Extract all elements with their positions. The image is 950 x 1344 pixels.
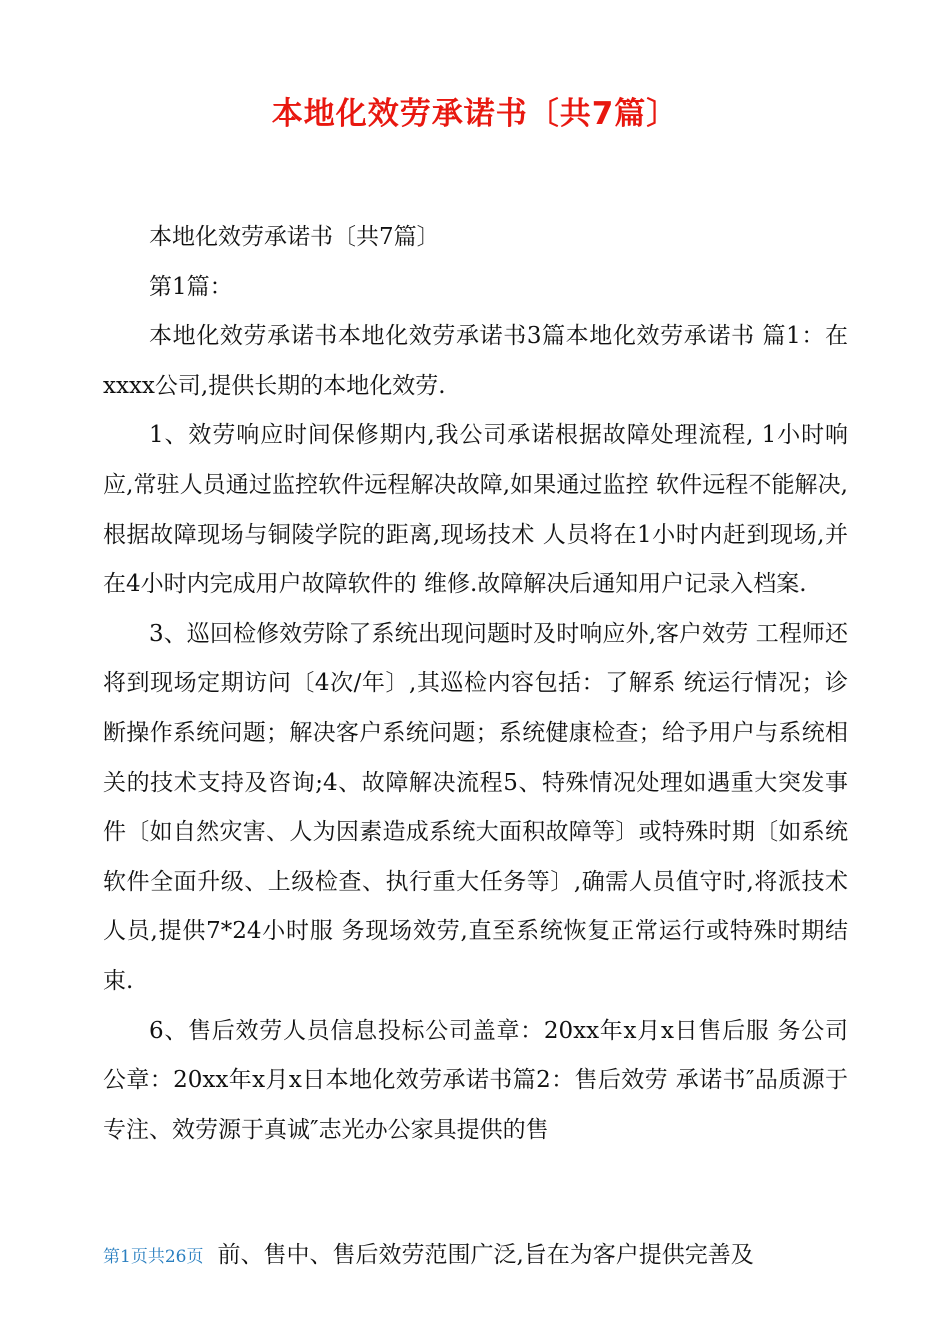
paragraph-intro: 本地化效劳承诺书本地化效劳承诺书3篇本地化效劳承诺书 篇1：在xxxx公司,提供长期的本地化效劳.: [103, 323, 848, 399]
footer-continuation-text: 前、售中、售后效劳范围广泛,旨在为客户提供完善及: [217, 1242, 754, 1268]
page-footer: [103, 1233, 863, 1279]
paragraph-after-sales: 6、售后效劳人员信息投标公司盖章：20xx年x月x日售后服 务公司公章：20xx年x月x日本地化效劳承诺书篇2：售后效劳 承诺书″品质源于专注、效劳源于真诚″志光办公家具提供的售: [103, 1017, 848, 1143]
document-body: [103, 213, 848, 1155]
document-title: 本地化效劳承诺书〔共7篇〕: [271, 96, 679, 132]
paragraph-response-time: 1、效劳响应时间保修期内,我公司承诺根据故障处理流程, 1小时响应,常驻人员通过监控软件远程解决故障,如果通过监控 软件远程不能解决,根据故障现场与铜陵学院的距离,现场技术 人员将在1小时内赶到现场,并在4小时内完成用户故障软件的 维修.故障解决后通知用户记录入档案.: [103, 422, 848, 598]
paragraph-section-heading: 第1篇：: [149, 273, 233, 300]
page-indicator: 第1页共26页: [103, 1247, 204, 1267]
paragraph-subtitle: 本地化效劳承诺书〔共7篇〕: [149, 224, 440, 250]
paragraph-inspection: 3、巡回检修效劳除了系统出现问题时及时响应外,客户效劳 工程师还将到现场定期访问〔4次/年〕,其巡检内容包括：了解系 统运行情况；诊断操作系统问题；解决客户系统问题；系统健康检查；给予用户与系统相关的技术支持及咨询;4、故障解决流程5、特殊情况处理如遇重大突发事件〔如自然灾害、人为因素造成系统大面积故障等〕或特殊时期〔如系统软件全面升级、上级检查、执行重大任务等〕,确需人员值守时,将派技术人员,提供7*24小时服 务现场效劳,直至系统恢复正常运行或特殊时期结束.: [103, 620, 848, 994]
